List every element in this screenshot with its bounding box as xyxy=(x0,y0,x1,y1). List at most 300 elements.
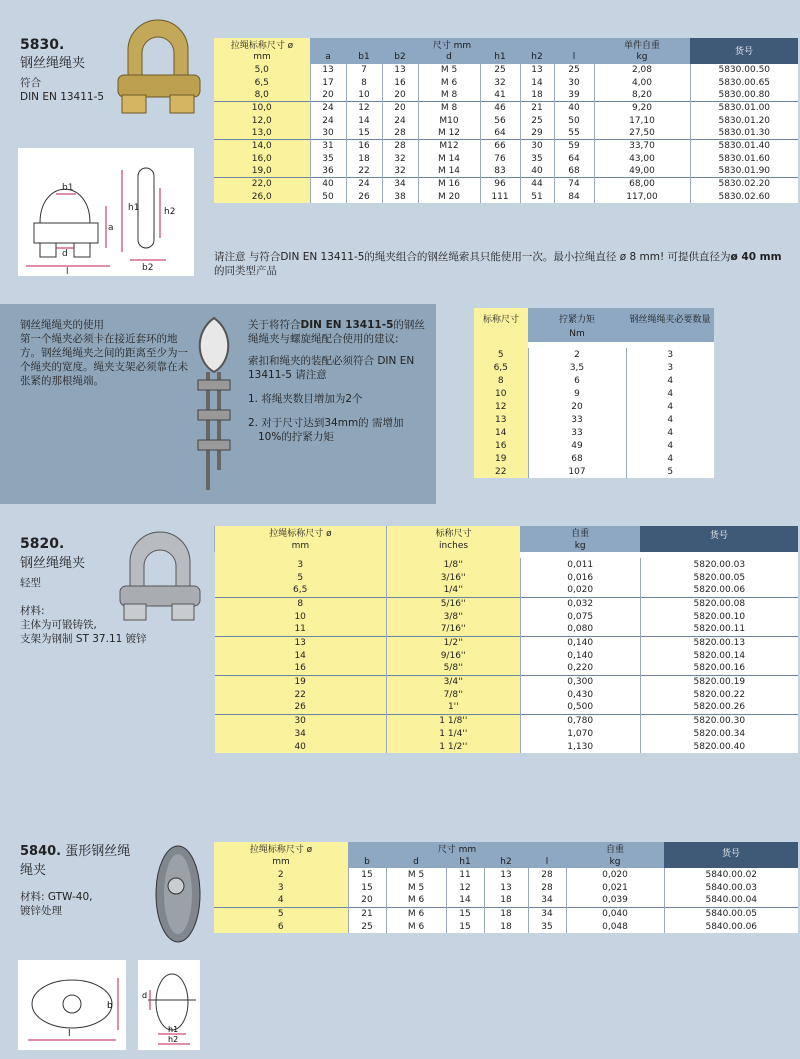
table-cell: 3 xyxy=(626,348,714,361)
th-col: b1 xyxy=(346,51,382,64)
table-cell: M 6 xyxy=(386,907,446,920)
table-cell: 76 xyxy=(480,153,520,166)
table-cell: 7/16'' xyxy=(386,623,520,636)
section-title-5830: 钢丝绳绳夹 xyxy=(20,56,86,71)
table-cell: 20 xyxy=(382,102,418,115)
table-cell: 19 xyxy=(215,675,387,688)
th-weight-unit: kg xyxy=(520,539,640,552)
table-row xyxy=(474,348,714,361)
table-cell: 0,780 xyxy=(520,714,640,727)
table-cell: 3/8'' xyxy=(386,610,520,623)
table-row xyxy=(214,64,798,77)
table-cell: M 20 xyxy=(418,191,480,204)
table-cell: 35 xyxy=(520,153,554,166)
table-cell: M 6 xyxy=(386,894,446,907)
table-cell: M12 xyxy=(418,140,480,153)
table-cell: 15 xyxy=(446,920,484,933)
table-cell: 0,048 xyxy=(566,920,664,933)
table-cell: 33,70 xyxy=(594,140,690,153)
table-cell: 40 xyxy=(310,178,346,191)
table-cell: M 5 xyxy=(386,881,446,894)
table-cell: 3 xyxy=(626,361,714,374)
table-cell: 5820.00.40 xyxy=(640,740,798,753)
table-cell: 22 xyxy=(474,465,528,478)
th-nominal-unit: mm xyxy=(215,539,387,552)
table-cell: 4 xyxy=(626,374,714,387)
table-cell: 2 xyxy=(528,348,626,361)
th-col: d xyxy=(418,51,480,64)
table-cell: 3 xyxy=(215,558,387,571)
table-cell: 8 xyxy=(474,374,528,387)
th-nominal-unit: mm xyxy=(214,855,348,868)
table-cell: 5820.00.19 xyxy=(640,675,798,688)
table-cell: 40 xyxy=(520,165,554,178)
table-cell: 14 xyxy=(520,76,554,89)
table-cell: 24 xyxy=(310,102,346,115)
table-cell: 96 xyxy=(480,178,520,191)
th-article: 货号 xyxy=(640,526,798,552)
table-cell: 25 xyxy=(520,114,554,127)
table-cell: 11 xyxy=(446,868,484,881)
th-col: h2 xyxy=(520,51,554,64)
table-row xyxy=(214,102,798,115)
table-cell: M 6 xyxy=(418,76,480,89)
table-cell: 49,00 xyxy=(594,165,690,178)
table-cell: 13 xyxy=(520,64,554,77)
table-cell: 17,10 xyxy=(594,114,690,127)
table-cell: M 6 xyxy=(386,920,446,933)
table-cell: 5820.00.06 xyxy=(640,584,798,597)
th-qty: 钢丝绳绳夹必要数量 xyxy=(626,308,714,342)
table-cell: 51 xyxy=(520,191,554,204)
table-cell: 13 xyxy=(310,64,346,77)
table-cell: 40 xyxy=(215,740,387,753)
table-cell: 14 xyxy=(474,426,528,439)
table-row xyxy=(474,465,714,478)
table-cell: 0,140 xyxy=(520,649,640,662)
table-cell: 117,00 xyxy=(594,191,690,204)
table-row xyxy=(215,636,799,649)
material-5820: 材料: 主体为可锻铸铁, 支架为钢制 ST 37.11 镀锌 xyxy=(20,605,147,645)
table-cell: 4 xyxy=(626,400,714,413)
table-cell: 3/16'' xyxy=(386,571,520,584)
table-row xyxy=(214,140,798,153)
table-cell: 5820.00.16 xyxy=(640,662,798,675)
table-row xyxy=(214,127,798,140)
table-cell: 3 xyxy=(214,881,348,894)
table-cell: 22,0 xyxy=(214,178,310,191)
th-col: b xyxy=(348,855,386,868)
table-cell: 59 xyxy=(554,140,594,153)
table-row xyxy=(474,439,714,452)
material-5840: 材料: GTW-40, 镀锌处理 xyxy=(20,891,93,917)
table-cell: 4 xyxy=(214,894,348,907)
th-nominal: 拉绳标称尺寸 ø xyxy=(214,842,348,855)
table-cell: 1 1/8'' xyxy=(386,714,520,727)
table-cell: 7 xyxy=(346,64,382,77)
table-cell: 12 xyxy=(474,400,528,413)
table-cell: 0,032 xyxy=(520,597,640,610)
table-cell: 64 xyxy=(554,153,594,166)
table-cell: 55 xyxy=(554,127,594,140)
table-cell: 0,020 xyxy=(566,868,664,881)
table-cell: 0,016 xyxy=(520,571,640,584)
dim-a: a xyxy=(108,223,114,233)
table-cell: 5,0 xyxy=(214,64,310,77)
table-cell: 25 xyxy=(480,64,520,77)
table-cell: M 5 xyxy=(386,868,446,881)
table-cell: M10 xyxy=(418,114,480,127)
table-row xyxy=(215,597,799,610)
table-cell: 16 xyxy=(382,76,418,89)
table-cell: 0,020 xyxy=(520,584,640,597)
table-cell: 5840.00.04 xyxy=(664,894,798,907)
table-cell: 41 xyxy=(480,89,520,102)
table-cell: 5 xyxy=(474,348,528,361)
table-cell: 10 xyxy=(215,610,387,623)
dim-l: l xyxy=(66,267,69,276)
table-cell: 28 xyxy=(528,881,566,894)
table-cell: 12 xyxy=(346,102,382,115)
table-row xyxy=(474,400,714,413)
table-cell: 2 xyxy=(214,868,348,881)
table-cell: 15 xyxy=(446,907,484,920)
table-cell: 32 xyxy=(480,76,520,89)
dim-d: d xyxy=(62,249,68,259)
table-row xyxy=(474,361,714,374)
table-cell: 4,00 xyxy=(594,76,690,89)
table-cell: 84 xyxy=(554,191,594,204)
table-cell: 4 xyxy=(626,413,714,426)
table-cell: 9 xyxy=(528,387,626,400)
table-row xyxy=(215,675,799,688)
table-cell: 21 xyxy=(520,102,554,115)
table-row xyxy=(474,426,714,439)
th-article: 货号 xyxy=(664,842,798,868)
table-row xyxy=(215,662,799,675)
table-cell: 0,040 xyxy=(566,907,664,920)
table-cell: 1/4'' xyxy=(386,584,520,597)
table-cell: 34 xyxy=(528,894,566,907)
th-inch: 标称尺寸 xyxy=(386,526,520,539)
table-cell: 8,0 xyxy=(214,89,310,102)
table-row xyxy=(214,894,798,907)
table-row xyxy=(214,89,798,102)
table-row xyxy=(215,584,799,597)
table-cell: 50 xyxy=(310,191,346,204)
table-cell: 6,5 xyxy=(474,361,528,374)
table-cell: 26,0 xyxy=(214,191,310,204)
table-cell: 12,0 xyxy=(214,114,310,127)
table-cell: 25 xyxy=(554,64,594,77)
table-cell: 83 xyxy=(480,165,520,178)
table-cell: 5820.00.34 xyxy=(640,727,798,740)
table-cell: 13 xyxy=(215,636,387,649)
dimension-diagram-5830 xyxy=(18,148,194,276)
table-cell: 8 xyxy=(215,597,387,610)
th-dims: 尺寸 mm xyxy=(348,842,566,855)
dim-h1: h1 xyxy=(128,203,140,213)
table-cell: 38 xyxy=(382,191,418,204)
table-cell: 13 xyxy=(484,868,528,881)
table-cell: 28 xyxy=(528,868,566,881)
section-code-5820: 5820. xyxy=(20,536,65,552)
table-cell: 1,070 xyxy=(520,727,640,740)
usage-left-text: 钢丝绳绳夹的使用 第一个绳夹必须卡在接近套环的地方。钢丝绳绳夹之间的距离至少为一个绳夹的宽度。绳夹支架必须靠在未张紧的那根绳端。 xyxy=(20,319,188,387)
table-cell: 68,00 xyxy=(594,178,690,191)
light-type-label: 轻型 xyxy=(20,577,41,589)
table-cell: 14 xyxy=(215,649,387,662)
table-row xyxy=(215,714,799,727)
table-cell: 49 xyxy=(528,439,626,452)
th-article: 货号 xyxy=(690,38,798,64)
dim-h2: h2 xyxy=(168,1035,179,1044)
table-row xyxy=(214,920,798,933)
table-row xyxy=(215,688,799,701)
table-cell: 66 xyxy=(480,140,520,153)
table-cell: 36 xyxy=(310,165,346,178)
table-cell: 46 xyxy=(480,102,520,115)
table-cell: 50 xyxy=(554,114,594,127)
table-cell: 56 xyxy=(480,114,520,127)
table-cell: 13,0 xyxy=(214,127,310,140)
table-row xyxy=(214,153,798,166)
table-cell: 5820.00.26 xyxy=(640,701,798,714)
table-cell: 35 xyxy=(528,920,566,933)
table-cell: 1 1/2'' xyxy=(386,740,520,753)
torque-table xyxy=(474,308,714,478)
table-cell: 16 xyxy=(346,140,382,153)
table-cell: 1/8'' xyxy=(386,558,520,571)
standard-label: 符合 xyxy=(20,77,41,89)
note-5830: 请注意 与符合DIN EN 13411-5的绳夹组合的钢丝绳索具只能使用一次。最小拉绳直径 ø 8 mm! 可提供直径为ø 40 mm的同类型产品 xyxy=(214,251,782,277)
dim-h1: h1 xyxy=(168,1025,179,1034)
table-cell: M 8 xyxy=(418,102,480,115)
table-cell: M 5 xyxy=(418,64,480,77)
table-cell: 5830.01.90 xyxy=(690,165,798,178)
table-5830 xyxy=(214,38,798,203)
egg-clamp-diagram-side xyxy=(138,960,200,1050)
table-cell: 33 xyxy=(528,413,626,426)
table-cell: 5830.01.00 xyxy=(690,102,798,115)
egg-clamp-photo xyxy=(146,842,210,946)
table-cell: 28 xyxy=(382,127,418,140)
table-cell: M 8 xyxy=(418,89,480,102)
th-col: d xyxy=(386,855,446,868)
dim-b2: b2 xyxy=(142,263,154,273)
dim-b1: b1 xyxy=(62,183,74,193)
table-cell: 44 xyxy=(520,178,554,191)
th-dims: 尺寸 mm xyxy=(310,38,594,51)
table-cell: 16,0 xyxy=(214,153,310,166)
table-cell: 24 xyxy=(382,114,418,127)
table-cell: 0,500 xyxy=(520,701,640,714)
th-nominal: 拉绳标称尺寸 ø xyxy=(215,526,387,539)
table-cell: 30 xyxy=(215,714,387,727)
table-cell: 33 xyxy=(528,426,626,439)
table-cell: 34 xyxy=(528,907,566,920)
table-row xyxy=(214,881,798,894)
clamp-photo-5830 xyxy=(110,15,208,117)
table-cell: 107 xyxy=(528,465,626,478)
table-cell: 0,430 xyxy=(520,688,640,701)
table-cell: 5830.02.20 xyxy=(690,178,798,191)
table-cell: 5 xyxy=(626,465,714,478)
table-cell: 43,00 xyxy=(594,153,690,166)
table-cell: 15 xyxy=(348,881,386,894)
table-cell: 5820.00.08 xyxy=(640,597,798,610)
th-weight: 自重 xyxy=(566,842,664,855)
th-weight-unit: kg xyxy=(566,855,664,868)
table-cell: 25 xyxy=(348,920,386,933)
th-col: b2 xyxy=(382,51,418,64)
table-cell: 4 xyxy=(626,452,714,465)
dim-h2: h2 xyxy=(164,207,176,217)
table-cell: 24 xyxy=(310,114,346,127)
table-cell: 10,0 xyxy=(214,102,310,115)
clamp-photo-5820 xyxy=(110,522,208,632)
table-cell: 24 xyxy=(346,178,382,191)
table-cell: 4 xyxy=(626,387,714,400)
table-cell: 2,08 xyxy=(594,64,690,77)
table-cell: 30 xyxy=(310,127,346,140)
table-cell: 5830.00.50 xyxy=(690,64,798,77)
table-cell: 13 xyxy=(382,64,418,77)
egg-clamp-diagram-top xyxy=(18,960,126,1050)
table-cell: 5840.00.03 xyxy=(664,881,798,894)
th-inch-unit: inches xyxy=(386,539,520,552)
table-cell: 26 xyxy=(346,191,382,204)
table-row xyxy=(214,907,798,920)
table-cell: 39 xyxy=(554,89,594,102)
table-cell: 20 xyxy=(382,89,418,102)
table-cell: 8,20 xyxy=(594,89,690,102)
table-5840 xyxy=(214,842,798,933)
table-row xyxy=(215,623,799,636)
table-cell: 0,140 xyxy=(520,636,640,649)
table-cell: 14,0 xyxy=(214,140,310,153)
table-cell: 17 xyxy=(310,76,346,89)
th-col: h2 xyxy=(484,855,528,868)
table-cell: 5/8'' xyxy=(386,662,520,675)
table-cell: 14 xyxy=(446,894,484,907)
table-row xyxy=(474,387,714,400)
table-cell: 26 xyxy=(215,701,387,714)
table-cell: 18 xyxy=(484,907,528,920)
table-row xyxy=(214,165,798,178)
usage-panel xyxy=(0,304,436,504)
table-cell: M 16 xyxy=(418,178,480,191)
th-torque: 拧紧力矩 Nm xyxy=(528,308,626,342)
table-cell: 31 xyxy=(310,140,346,153)
table-row xyxy=(214,76,798,89)
dim-d: d xyxy=(142,991,148,1000)
table-cell: 0,011 xyxy=(520,558,640,571)
table-cell: 5830.02.60 xyxy=(690,191,798,204)
table-cell: 0,075 xyxy=(520,610,640,623)
table-cell: 32 xyxy=(382,153,418,166)
table-cell: 1,130 xyxy=(520,740,640,753)
table-cell: 5840.00.05 xyxy=(664,907,798,920)
table-cell: 5830.01.40 xyxy=(690,140,798,153)
table-cell: 5840.00.06 xyxy=(664,920,798,933)
table-cell: 22 xyxy=(346,165,382,178)
table-cell: 5830.00.80 xyxy=(690,89,798,102)
table-cell: 9,20 xyxy=(594,102,690,115)
table-cell: 20 xyxy=(348,894,386,907)
table-cell: 18 xyxy=(520,89,554,102)
table-cell: 0,220 xyxy=(520,662,640,675)
table-cell: 16 xyxy=(215,662,387,675)
table-cell: 5 xyxy=(215,571,387,584)
table-cell: 0,300 xyxy=(520,675,640,688)
table-cell: 9/16'' xyxy=(386,649,520,662)
table-cell: 0,080 xyxy=(520,623,640,636)
table-cell: 5830.01.30 xyxy=(690,127,798,140)
table-cell: 5820.00.10 xyxy=(640,610,798,623)
table-row xyxy=(215,571,799,584)
table-5820 xyxy=(214,526,798,753)
table-cell: 4 xyxy=(626,426,714,439)
table-cell: 5830.01.20 xyxy=(690,114,798,127)
table-cell: 34 xyxy=(215,727,387,740)
table-cell: 5840.00.02 xyxy=(664,868,798,881)
table-cell: 19,0 xyxy=(214,165,310,178)
table-cell: 68 xyxy=(554,165,594,178)
table-cell: 22 xyxy=(215,688,387,701)
table-cell: 3,5 xyxy=(528,361,626,374)
table-row xyxy=(215,558,799,571)
table-cell: 5830.00.65 xyxy=(690,76,798,89)
table-cell: 15 xyxy=(348,868,386,881)
table-cell: 13 xyxy=(474,413,528,426)
table-cell: 64 xyxy=(480,127,520,140)
table-cell: 6,5 xyxy=(215,584,387,597)
section-title-5840: 5840. 蛋形钢丝绳 绳夹 xyxy=(20,844,131,878)
table-cell: 5/16'' xyxy=(386,597,520,610)
table-cell: 4 xyxy=(626,439,714,452)
table-cell: 6 xyxy=(214,920,348,933)
table-cell: 0,021 xyxy=(566,881,664,894)
th-nominal-unit: mm xyxy=(214,51,310,64)
thimble-rope-illustration xyxy=(186,310,242,496)
table-cell: 5820.00.13 xyxy=(640,636,798,649)
table-cell: 20 xyxy=(310,89,346,102)
table-cell: 32 xyxy=(382,165,418,178)
th-size: 标称尺寸 xyxy=(474,308,528,342)
table-cell: 6,5 xyxy=(214,76,310,89)
section-title-5820: 钢丝绳绳夹 xyxy=(20,556,86,571)
table-cell: 28 xyxy=(382,140,418,153)
th-col: a xyxy=(310,51,346,64)
table-cell: 5820.00.14 xyxy=(640,649,798,662)
table-cell: 68 xyxy=(528,452,626,465)
table-row xyxy=(474,452,714,465)
table-cell: 34 xyxy=(382,178,418,191)
th-weight: 自重 xyxy=(520,526,640,539)
table-row xyxy=(474,374,714,387)
table-cell: 5820.00.11 xyxy=(640,623,798,636)
table-cell: M 12 xyxy=(418,127,480,140)
table-cell: 5 xyxy=(214,907,348,920)
table-cell: 19 xyxy=(474,452,528,465)
table-cell: 29 xyxy=(520,127,554,140)
th-col: l xyxy=(554,51,594,64)
table-cell: 5820.00.05 xyxy=(640,571,798,584)
table-cell: 11 xyxy=(215,623,387,636)
usage-right-text: 关于将符合DIN EN 13411-5的钢丝绳绳夹与螺旋绳配合使用的建议: 索扣和绳夹的装配必须符合 DIN EN 13411-5 请注意 1. 将绳夹数目增加为2个 2. 对于尺寸达到34mm的 需增加 10%的拧紧力矩 xyxy=(248,319,425,443)
table-row xyxy=(215,727,799,740)
